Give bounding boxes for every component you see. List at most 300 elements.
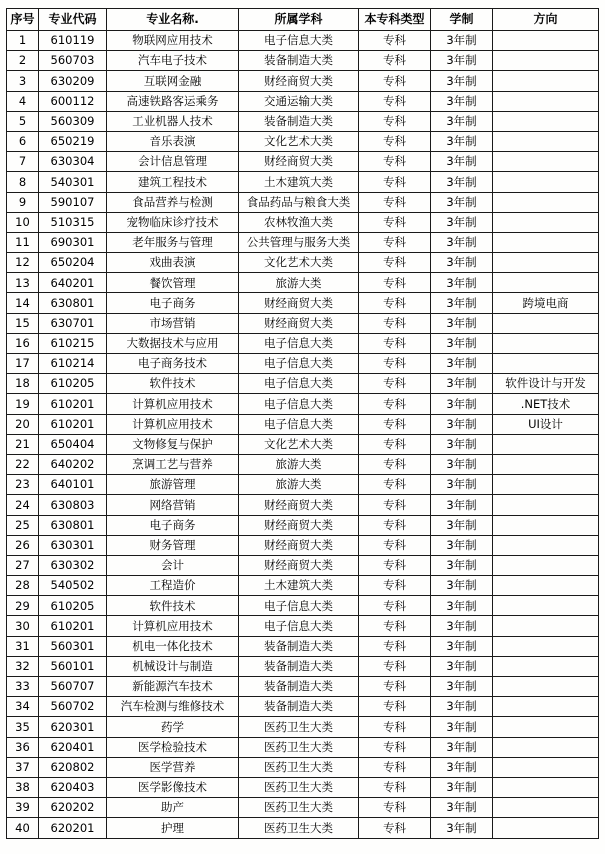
cell-code: 630301	[39, 535, 107, 555]
cell-type: 专科	[359, 777, 431, 797]
cell-type: 专科	[359, 172, 431, 192]
cell-length: 3年制	[431, 71, 493, 91]
cell-index: 16	[7, 333, 39, 353]
table-row	[7, 656, 599, 676]
cell-code: 630801	[39, 293, 107, 313]
cell-name: 旅游管理	[107, 475, 239, 495]
cell-name: 医学检验技术	[107, 737, 239, 757]
table-row	[7, 172, 599, 192]
cell-code: 560703	[39, 51, 107, 71]
cell-code: 630701	[39, 313, 107, 333]
cell-code: 620802	[39, 757, 107, 777]
cell-name: 计算机应用技术	[107, 394, 239, 414]
cell-discipline: 旅游大类	[239, 454, 359, 474]
cell-code: 620301	[39, 717, 107, 737]
column-header-code: 专业代码	[39, 9, 107, 31]
cell-discipline: 医药卫生大类	[239, 757, 359, 777]
cell-length: 3年制	[431, 31, 493, 51]
cell-direction	[493, 656, 599, 676]
cell-type: 专科	[359, 354, 431, 374]
table-row	[7, 293, 599, 313]
table-row	[7, 212, 599, 232]
cell-direction	[493, 192, 599, 212]
cell-discipline: 旅游大类	[239, 273, 359, 293]
cell-code: 650219	[39, 131, 107, 151]
cell-type: 专科	[359, 51, 431, 71]
cell-length: 3年制	[431, 495, 493, 515]
cell-type: 专科	[359, 131, 431, 151]
cell-code: 590107	[39, 192, 107, 212]
cell-name: 网络营销	[107, 495, 239, 515]
cell-direction	[493, 333, 599, 353]
cell-index: 5	[7, 111, 39, 131]
table-row	[7, 616, 599, 636]
cell-name: 建筑工程技术	[107, 172, 239, 192]
cell-code: 620403	[39, 777, 107, 797]
cell-name: 软件技术	[107, 596, 239, 616]
table-row	[7, 576, 599, 596]
cell-discipline: 土木建筑大类	[239, 172, 359, 192]
cell-direction	[493, 616, 599, 636]
cell-direction	[493, 454, 599, 474]
cell-length: 3年制	[431, 717, 493, 737]
cell-code: 560707	[39, 677, 107, 697]
cell-index: 25	[7, 515, 39, 535]
cell-direction	[493, 71, 599, 91]
table-row	[7, 818, 599, 838]
cell-name: 高速铁路客运乘务	[107, 91, 239, 111]
cell-length: 3年制	[431, 737, 493, 757]
cell-direction	[493, 697, 599, 717]
cell-index: 15	[7, 313, 39, 333]
cell-discipline: 医药卫生大类	[239, 737, 359, 757]
cell-type: 专科	[359, 515, 431, 535]
table-row	[7, 697, 599, 717]
cell-length: 3年制	[431, 656, 493, 676]
cell-direction	[493, 777, 599, 797]
cell-name: 电子商务技术	[107, 354, 239, 374]
cell-type: 专科	[359, 454, 431, 474]
cell-type: 专科	[359, 333, 431, 353]
cell-discipline: 财经商贸大类	[239, 515, 359, 535]
column-header-name: 专业名称.	[107, 9, 239, 31]
cell-length: 3年制	[431, 51, 493, 71]
cell-length: 3年制	[431, 636, 493, 656]
cell-type: 专科	[359, 535, 431, 555]
cell-index: 29	[7, 596, 39, 616]
cell-type: 专科	[359, 111, 431, 131]
cell-type: 专科	[359, 798, 431, 818]
cell-type: 专科	[359, 313, 431, 333]
cell-index: 32	[7, 656, 39, 676]
cell-direction	[493, 555, 599, 575]
cell-name: 互联网金融	[107, 71, 239, 91]
cell-type: 专科	[359, 212, 431, 232]
cell-name: 工业机器人技术	[107, 111, 239, 131]
cell-length: 3年制	[431, 535, 493, 555]
cell-direction: 软件设计与开发	[493, 374, 599, 394]
cell-length: 3年制	[431, 293, 493, 313]
column-header-type: 本专科类型	[359, 9, 431, 31]
cell-direction	[493, 51, 599, 71]
table-row	[7, 454, 599, 474]
cell-index: 39	[7, 798, 39, 818]
cell-direction	[493, 91, 599, 111]
cell-code: 610215	[39, 333, 107, 353]
cell-code: 560309	[39, 111, 107, 131]
cell-type: 专科	[359, 475, 431, 495]
cell-direction	[493, 636, 599, 656]
cell-direction	[493, 172, 599, 192]
cell-code: 630803	[39, 495, 107, 515]
cell-index: 21	[7, 434, 39, 454]
cell-code: 560301	[39, 636, 107, 656]
cell-direction	[493, 253, 599, 273]
cell-name: 汽车检测与维修技术	[107, 697, 239, 717]
cell-discipline: 财经商贸大类	[239, 495, 359, 515]
cell-discipline: 文化艺术大类	[239, 434, 359, 454]
table-row	[7, 131, 599, 151]
cell-name: 软件技术	[107, 374, 239, 394]
cell-index: 2	[7, 51, 39, 71]
cell-type: 专科	[359, 31, 431, 51]
cell-name: 新能源汽车技术	[107, 677, 239, 697]
cell-name: 物联网应用技术	[107, 31, 239, 51]
cell-index: 3	[7, 71, 39, 91]
table-row	[7, 677, 599, 697]
cell-discipline: 农林牧渔大类	[239, 212, 359, 232]
cell-code: 640202	[39, 454, 107, 474]
cell-length: 3年制	[431, 798, 493, 818]
table-row	[7, 192, 599, 212]
table-row	[7, 374, 599, 394]
cell-index: 33	[7, 677, 39, 697]
table-header	[7, 9, 599, 31]
cell-index: 13	[7, 273, 39, 293]
cell-discipline: 电子信息大类	[239, 596, 359, 616]
cell-type: 专科	[359, 253, 431, 273]
cell-length: 3年制	[431, 677, 493, 697]
cell-length: 3年制	[431, 232, 493, 252]
table-row	[7, 777, 599, 797]
cell-code: 640101	[39, 475, 107, 495]
cell-direction	[493, 576, 599, 596]
table-row	[7, 717, 599, 737]
cell-type: 专科	[359, 293, 431, 313]
table-row	[7, 354, 599, 374]
cell-type: 专科	[359, 697, 431, 717]
table-row	[7, 232, 599, 252]
cell-discipline: 食品药品与粮食大类	[239, 192, 359, 212]
cell-discipline: 财经商贸大类	[239, 293, 359, 313]
cell-discipline: 装备制造大类	[239, 677, 359, 697]
cell-length: 3年制	[431, 818, 493, 838]
cell-direction	[493, 273, 599, 293]
cell-direction	[493, 31, 599, 51]
cell-discipline: 电子信息大类	[239, 333, 359, 353]
cell-index: 28	[7, 576, 39, 596]
table-row	[7, 596, 599, 616]
cell-index: 19	[7, 394, 39, 414]
cell-index: 1	[7, 31, 39, 51]
cell-discipline: 医药卫生大类	[239, 798, 359, 818]
cell-code: 610214	[39, 354, 107, 374]
cell-index: 8	[7, 172, 39, 192]
cell-type: 专科	[359, 495, 431, 515]
cell-index: 22	[7, 454, 39, 474]
cell-direction: .NET技术	[493, 394, 599, 414]
cell-code: 540502	[39, 576, 107, 596]
cell-name: 会计信息管理	[107, 152, 239, 172]
table-row	[7, 152, 599, 172]
cell-length: 3年制	[431, 111, 493, 131]
cell-type: 专科	[359, 434, 431, 454]
cell-discipline: 电子信息大类	[239, 31, 359, 51]
cell-discipline: 财经商贸大类	[239, 152, 359, 172]
cell-code: 560101	[39, 656, 107, 676]
table-row	[7, 535, 599, 555]
cell-code: 610205	[39, 596, 107, 616]
cell-name: 机电一体化技术	[107, 636, 239, 656]
cell-index: 26	[7, 535, 39, 555]
cell-discipline: 电子信息大类	[239, 374, 359, 394]
cell-length: 3年制	[431, 313, 493, 333]
cell-name: 大数据技术与应用	[107, 333, 239, 353]
cell-code: 630302	[39, 555, 107, 575]
cell-code: 610201	[39, 414, 107, 434]
cell-length: 3年制	[431, 131, 493, 151]
cell-discipline: 电子信息大类	[239, 616, 359, 636]
cell-index: 12	[7, 253, 39, 273]
cell-index: 6	[7, 131, 39, 151]
cell-index: 9	[7, 192, 39, 212]
cell-length: 3年制	[431, 414, 493, 434]
table-row	[7, 71, 599, 91]
cell-code: 510315	[39, 212, 107, 232]
cell-code: 690301	[39, 232, 107, 252]
cell-index: 37	[7, 757, 39, 777]
cell-type: 专科	[359, 374, 431, 394]
cell-direction	[493, 313, 599, 333]
cell-direction	[493, 354, 599, 374]
cell-length: 3年制	[431, 273, 493, 293]
cell-name: 文物修复与保护	[107, 434, 239, 454]
cell-discipline: 医药卫生大类	[239, 717, 359, 737]
cell-type: 专科	[359, 152, 431, 172]
cell-type: 专科	[359, 818, 431, 838]
cell-type: 专科	[359, 616, 431, 636]
table-row	[7, 414, 599, 434]
cell-index: 30	[7, 616, 39, 636]
cell-code: 630801	[39, 515, 107, 535]
table-row	[7, 515, 599, 535]
table-row	[7, 253, 599, 273]
cell-direction	[493, 131, 599, 151]
table-row	[7, 475, 599, 495]
cell-type: 专科	[359, 717, 431, 737]
cell-name: 计算机应用技术	[107, 616, 239, 636]
cell-length: 3年制	[431, 333, 493, 353]
cell-type: 专科	[359, 232, 431, 252]
cell-direction	[493, 677, 599, 697]
cell-length: 3年制	[431, 576, 493, 596]
cell-length: 3年制	[431, 152, 493, 172]
cell-type: 专科	[359, 394, 431, 414]
cell-discipline: 交通运输大类	[239, 91, 359, 111]
table-row	[7, 636, 599, 656]
cell-type: 专科	[359, 596, 431, 616]
cell-name: 烹调工艺与营养	[107, 454, 239, 474]
cell-type: 专科	[359, 576, 431, 596]
cell-direction: UI设计	[493, 414, 599, 434]
cell-index: 38	[7, 777, 39, 797]
cell-name: 会计	[107, 555, 239, 575]
cell-length: 3年制	[431, 374, 493, 394]
cell-discipline: 土木建筑大类	[239, 576, 359, 596]
cell-discipline: 公共管理与服务大类	[239, 232, 359, 252]
table-row	[7, 111, 599, 131]
cell-index: 34	[7, 697, 39, 717]
cell-direction	[493, 596, 599, 616]
cell-code: 630304	[39, 152, 107, 172]
table-header-row	[7, 9, 599, 31]
cell-type: 专科	[359, 757, 431, 777]
cell-direction	[493, 818, 599, 838]
column-header-direction: 方向	[493, 9, 599, 31]
cell-index: 17	[7, 354, 39, 374]
cell-code: 610201	[39, 616, 107, 636]
cell-discipline: 装备制造大类	[239, 697, 359, 717]
table-row	[7, 434, 599, 454]
cell-length: 3年制	[431, 212, 493, 232]
cell-discipline: 财经商贸大类	[239, 555, 359, 575]
table-row	[7, 91, 599, 111]
cell-index: 20	[7, 414, 39, 434]
cell-name: 电子商务	[107, 293, 239, 313]
table-row	[7, 394, 599, 414]
table-row	[7, 798, 599, 818]
cell-length: 3年制	[431, 192, 493, 212]
cell-discipline: 装备制造大类	[239, 51, 359, 71]
cell-type: 专科	[359, 636, 431, 656]
cell-direction	[493, 232, 599, 252]
cell-code: 600112	[39, 91, 107, 111]
cell-index: 31	[7, 636, 39, 656]
cell-length: 3年制	[431, 434, 493, 454]
cell-name: 市场营销	[107, 313, 239, 333]
cell-direction	[493, 798, 599, 818]
cell-discipline: 文化艺术大类	[239, 253, 359, 273]
cell-code: 620202	[39, 798, 107, 818]
table-row	[7, 737, 599, 757]
cell-code: 560702	[39, 697, 107, 717]
cell-length: 3年制	[431, 697, 493, 717]
cell-type: 专科	[359, 737, 431, 757]
cell-type: 专科	[359, 677, 431, 697]
cell-index: 7	[7, 152, 39, 172]
cell-name: 机械设计与制造	[107, 656, 239, 676]
cell-code: 640201	[39, 273, 107, 293]
cell-index: 18	[7, 374, 39, 394]
cell-code: 650204	[39, 253, 107, 273]
cell-name: 药学	[107, 717, 239, 737]
cell-discipline: 电子信息大类	[239, 414, 359, 434]
cell-name: 食品营养与检测	[107, 192, 239, 212]
cell-direction	[493, 495, 599, 515]
cell-length: 3年制	[431, 253, 493, 273]
cell-length: 3年制	[431, 757, 493, 777]
cell-discipline: 财经商贸大类	[239, 71, 359, 91]
cell-direction	[493, 475, 599, 495]
cell-discipline: 文化艺术大类	[239, 131, 359, 151]
cell-index: 10	[7, 212, 39, 232]
cell-type: 专科	[359, 91, 431, 111]
cell-type: 专科	[359, 656, 431, 676]
cell-direction	[493, 212, 599, 232]
cell-direction	[493, 737, 599, 757]
cell-discipline: 财经商贸大类	[239, 535, 359, 555]
cell-name: 计算机应用技术	[107, 414, 239, 434]
cell-discipline: 装备制造大类	[239, 111, 359, 131]
cell-name: 财务管理	[107, 535, 239, 555]
cell-index: 4	[7, 91, 39, 111]
cell-direction	[493, 717, 599, 737]
column-header-index: 序号	[7, 9, 39, 31]
cell-direction	[493, 434, 599, 454]
cell-length: 3年制	[431, 475, 493, 495]
cell-discipline: 电子信息大类	[239, 354, 359, 374]
cell-discipline: 医药卫生大类	[239, 777, 359, 797]
cell-discipline: 装备制造大类	[239, 656, 359, 676]
cell-index: 23	[7, 475, 39, 495]
cell-length: 3年制	[431, 394, 493, 414]
cell-code: 630209	[39, 71, 107, 91]
cell-length: 3年制	[431, 596, 493, 616]
table-row	[7, 51, 599, 71]
table-row	[7, 313, 599, 333]
cell-name: 护理	[107, 818, 239, 838]
cell-discipline: 装备制造大类	[239, 636, 359, 656]
cell-name: 餐饮管理	[107, 273, 239, 293]
table-body	[7, 31, 599, 839]
table-row	[7, 31, 599, 51]
cell-index: 40	[7, 818, 39, 838]
cell-direction	[493, 515, 599, 535]
cell-discipline: 电子信息大类	[239, 394, 359, 414]
cell-name: 戏曲表演	[107, 253, 239, 273]
cell-name: 宠物临床诊疗技术	[107, 212, 239, 232]
cell-discipline: 医药卫生大类	[239, 818, 359, 838]
cell-code: 620201	[39, 818, 107, 838]
table-row	[7, 495, 599, 515]
cell-index: 14	[7, 293, 39, 313]
cell-direction	[493, 152, 599, 172]
cell-name: 工程造价	[107, 576, 239, 596]
cell-type: 专科	[359, 192, 431, 212]
cell-name: 助产	[107, 798, 239, 818]
cell-type: 专科	[359, 555, 431, 575]
cell-direction: 跨境电商	[493, 293, 599, 313]
cell-type: 专科	[359, 414, 431, 434]
cell-code: 650404	[39, 434, 107, 454]
cell-length: 3年制	[431, 172, 493, 192]
cell-name: 汽车电子技术	[107, 51, 239, 71]
cell-direction	[493, 111, 599, 131]
cell-length: 3年制	[431, 777, 493, 797]
cell-name: 电子商务	[107, 515, 239, 535]
cell-length: 3年制	[431, 555, 493, 575]
cell-length: 3年制	[431, 515, 493, 535]
